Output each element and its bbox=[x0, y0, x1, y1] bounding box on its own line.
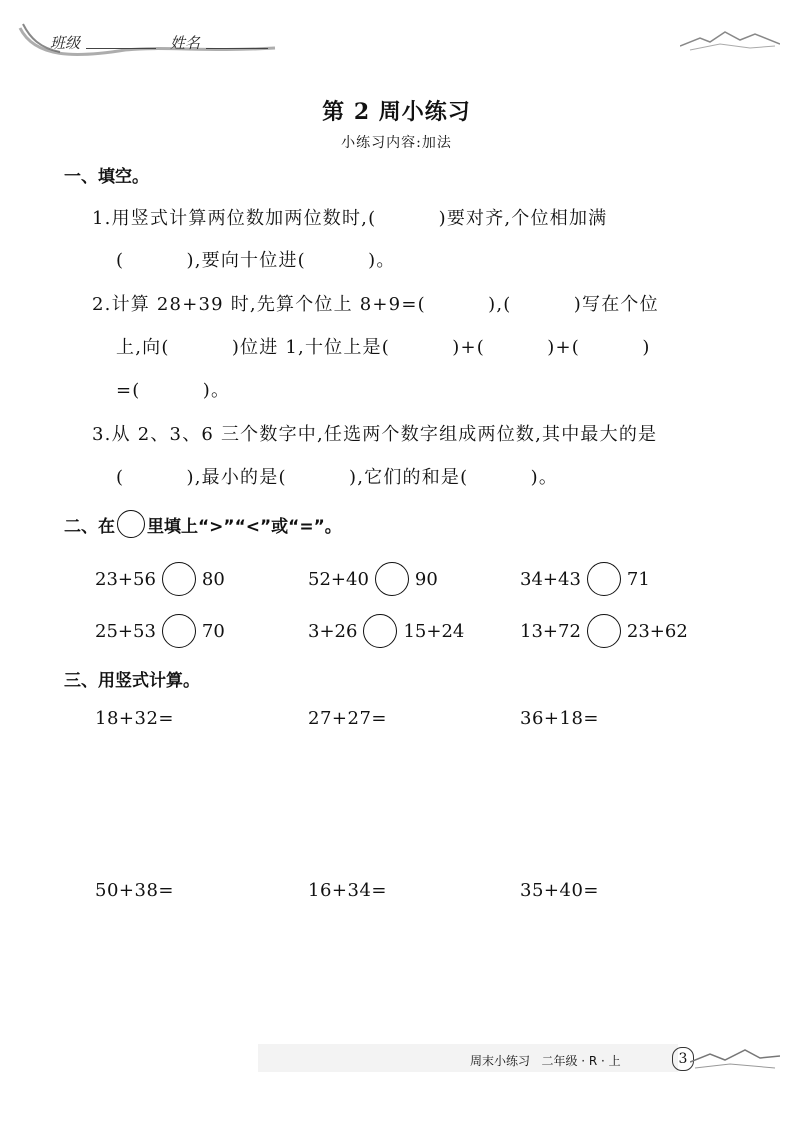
name-label: 姓名 bbox=[170, 34, 201, 52]
compare-left: 3+26 bbox=[308, 620, 358, 642]
compare-left: 34+43 bbox=[520, 568, 581, 590]
footer-mountain-decoration bbox=[690, 1044, 780, 1074]
compare-item bbox=[308, 562, 438, 596]
page-number: 3 bbox=[672, 1047, 694, 1071]
compare-left: 23+56 bbox=[95, 568, 156, 590]
section1-line-6: 3.从 2、3、6 三个数字中,任选两个数字组成两位数,其中最大的是 bbox=[92, 424, 658, 445]
section1-line-7: ( ),最小的是( ),它们的和是( )。 bbox=[116, 467, 559, 488]
answer-circle[interactable] bbox=[375, 562, 409, 596]
section2-heading-after: 里填上“>”“<”或“=”。 bbox=[147, 516, 342, 537]
page-title: 第 2 周小练习 bbox=[322, 99, 471, 125]
section1-line-1: 1.用竖式计算两位数加两位数时,( )要对齐,个位相加满 bbox=[92, 208, 608, 229]
calc-problem: 35+40= bbox=[520, 880, 599, 901]
calc-problem: 27+27= bbox=[308, 708, 387, 729]
section1-line-2: ( ),要向十位进( )。 bbox=[116, 250, 396, 271]
answer-circle[interactable] bbox=[587, 614, 621, 648]
calc-problem: 36+18= bbox=[520, 708, 599, 729]
calc-problem: 16+34= bbox=[308, 880, 387, 901]
section2-heading-before: 二、在 bbox=[64, 516, 115, 537]
section1-line-4: 上,向( )位进 1,十位上是( )+( )+( ) bbox=[116, 337, 651, 358]
compare-right: 70 bbox=[201, 620, 225, 642]
compare-right: 71 bbox=[626, 568, 650, 590]
page-subtitle: 小练习内容:加法 bbox=[341, 135, 452, 151]
compare-left: 25+53 bbox=[95, 620, 156, 642]
calc-problem: 18+32= bbox=[95, 708, 174, 729]
compare-left: 52+40 bbox=[308, 568, 369, 590]
footer-book-info: 周末小练习 二年级 · R · 上 bbox=[470, 1054, 621, 1068]
section1-line-3: 2.计算 28+39 时,先算个位上 8+9=( ),( )写在个位 bbox=[92, 294, 659, 315]
answer-circle[interactable] bbox=[587, 562, 621, 596]
compare-right: 80 bbox=[201, 568, 225, 590]
section1-line-5: =( )。 bbox=[116, 380, 231, 401]
compare-item bbox=[520, 562, 650, 596]
compare-left: 13+72 bbox=[520, 620, 581, 642]
name-blank-line[interactable] bbox=[206, 48, 268, 49]
answer-circle[interactable] bbox=[162, 614, 196, 648]
section3-heading: 三、用竖式计算。 bbox=[64, 671, 200, 691]
calc-problem: 50+38= bbox=[95, 880, 174, 901]
compare-right: 23+62 bbox=[626, 620, 688, 642]
circle-symbol-icon bbox=[117, 510, 145, 538]
section2-heading bbox=[64, 510, 342, 538]
compare-right: 15+24 bbox=[403, 620, 465, 642]
class-label: 班级 bbox=[50, 34, 81, 52]
compare-item bbox=[308, 614, 464, 648]
mountain-decoration bbox=[680, 24, 780, 54]
compare-item bbox=[95, 562, 225, 596]
class-blank-line[interactable] bbox=[86, 48, 156, 49]
section1-heading: 一、填空。 bbox=[64, 167, 149, 187]
compare-item bbox=[520, 614, 688, 648]
answer-circle[interactable] bbox=[162, 562, 196, 596]
compare-right: 90 bbox=[414, 568, 438, 590]
answer-circle[interactable] bbox=[363, 614, 397, 648]
compare-item bbox=[95, 614, 225, 648]
